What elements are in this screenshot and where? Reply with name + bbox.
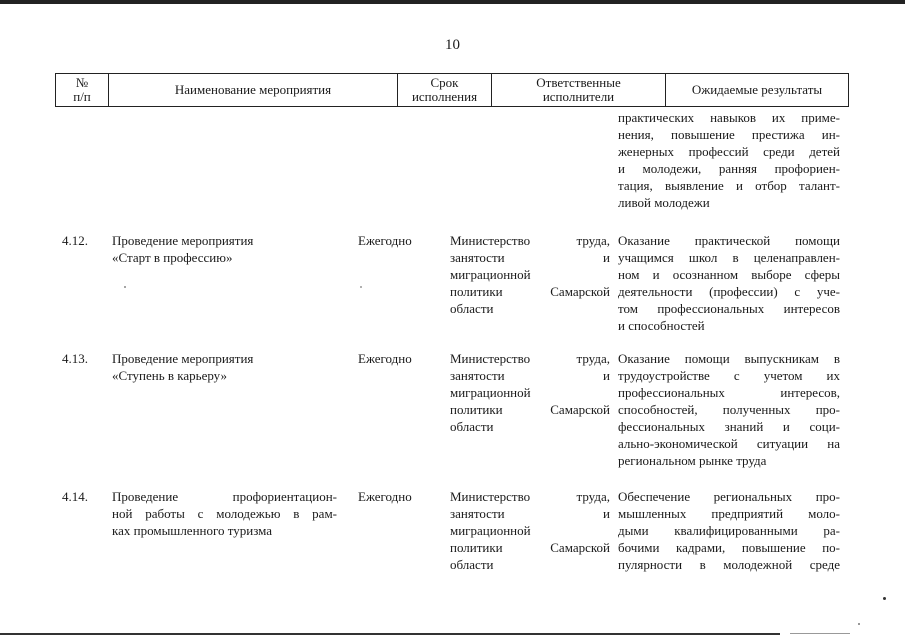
header-term: Срок исполнения	[397, 74, 491, 106]
responsible-line: занятости и	[450, 506, 610, 521]
responsible-line: Министерство труда,	[450, 489, 610, 504]
result-line: региональном рынке труда	[618, 453, 767, 468]
name-line: Проведение мероприятия	[112, 233, 254, 248]
result-line: и способностей	[618, 318, 705, 333]
name-line: «Старт в профессию»	[112, 250, 233, 265]
responsible-line: Министерство труда,	[450, 233, 610, 248]
responsible-line: политики Самарской	[450, 284, 610, 299]
row-term: Ежегодно	[358, 351, 412, 366]
table-header	[55, 73, 849, 107]
result-line: женерных профессий среди детей	[618, 144, 840, 159]
result-line: ном и осознанном выборе сферы	[618, 267, 840, 282]
responsible-line: занятости и	[450, 250, 610, 265]
result-line: учащимся школ в целенаправлен-	[618, 250, 840, 265]
result-line: тация, выявление и отбор талант-	[618, 178, 840, 193]
scan-speck	[360, 286, 362, 288]
responsible-line: миграционной	[450, 523, 531, 538]
responsible-line: занятости и	[450, 368, 610, 383]
responsible-line: миграционной	[450, 385, 531, 400]
name-line: «Ступень в карьеру»	[112, 368, 228, 383]
responsible-line: миграционной	[450, 267, 531, 282]
row-responsible	[450, 350, 610, 435]
name-line: ной работы с молодежью в рам-	[112, 506, 337, 521]
result-line: нения, повышение престижа ин-	[618, 127, 840, 142]
result-line: способностей, полученных про-	[618, 402, 840, 417]
result-line: Обеспечение региональных про-	[618, 489, 840, 504]
page-number: 10	[445, 37, 460, 53]
responsible-line: Министерство труда,	[450, 351, 610, 366]
row-name	[112, 232, 337, 266]
header-name: Наименование мероприятия	[108, 74, 397, 106]
result-line: пулярности в молодежной среде	[618, 557, 840, 572]
result-line: бочими кадрами, повышение по-	[618, 540, 840, 555]
result-line: деятельности (профессии) с уче-	[618, 284, 840, 299]
row-result	[618, 232, 840, 334]
row-term: Ежегодно	[358, 489, 412, 504]
page-top-border	[0, 0, 905, 4]
result-line: профессиональных интересов,	[618, 385, 840, 400]
scan-speck	[883, 597, 886, 600]
name-line: Проведение мероприятия	[112, 351, 254, 366]
name-line: Проведение профориентацион-	[112, 489, 337, 504]
row-responsible	[450, 232, 610, 317]
scan-speck	[124, 286, 126, 288]
header-results: Ожидаемые результаты	[665, 74, 848, 106]
result-line: трудоустройстве с учетом их	[618, 368, 840, 383]
page-bottom-border-tail	[790, 633, 850, 634]
row-number: 4.14.	[62, 489, 88, 504]
row-result	[618, 350, 840, 469]
responsible-line: области	[450, 419, 494, 434]
continued-result	[618, 109, 840, 211]
name-line: ках промышленного туризма	[112, 523, 273, 538]
row-term: Ежегодно	[358, 233, 412, 248]
row-number: 4.12.	[62, 233, 88, 248]
result-line: фессиональных знаний и соци-	[618, 419, 840, 434]
responsible-line: политики Самарской	[450, 540, 610, 555]
result-line: дыми квалифицированными ра-	[618, 523, 840, 538]
page-bottom-border	[0, 633, 780, 635]
row-name	[112, 488, 337, 539]
header-num: № п/п	[73, 75, 91, 104]
responsible-line: политики Самарской	[450, 402, 610, 417]
row-responsible	[450, 488, 610, 573]
row-name	[112, 350, 337, 384]
responsible-line: области	[450, 301, 494, 316]
result-line: том профессиональных интересов	[618, 301, 840, 316]
result-line: и молодежи, ранняя профориен-	[618, 161, 840, 176]
result-line: ливой молодежи	[618, 195, 710, 210]
header-responsible: Ответственные исполнители	[491, 74, 665, 106]
responsible-line: области	[450, 557, 494, 572]
result-line: мышленных предприятий моло-	[618, 506, 840, 521]
result-line: ально-экономической ситуации на	[618, 436, 840, 451]
scan-speck	[858, 623, 860, 625]
row-result	[618, 488, 840, 573]
result-line: Оказание практической помощи	[618, 233, 840, 248]
result-line: практических навыков их приме-	[618, 110, 840, 125]
row-number: 4.13.	[62, 351, 88, 366]
result-line: Оказание помощи выпускникам в	[618, 351, 840, 366]
